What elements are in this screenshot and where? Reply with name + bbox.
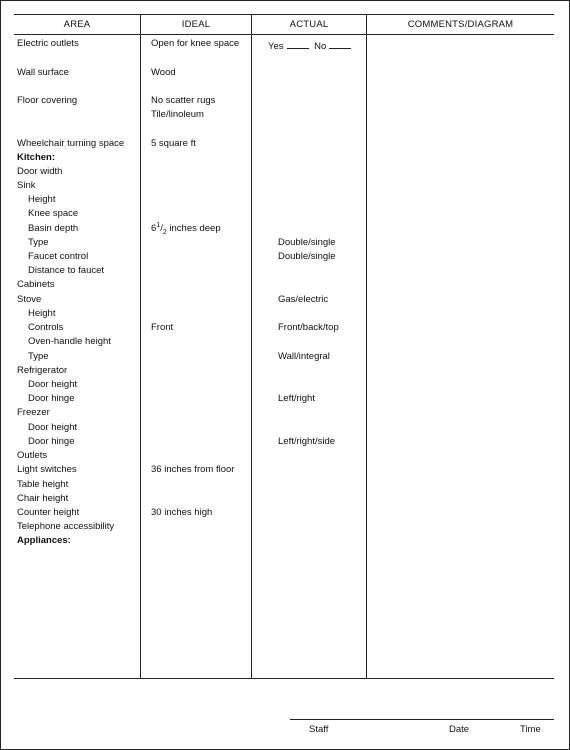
actual-refrigerator-door-hinge: Left/right	[278, 393, 315, 404]
area-freezer-door-hinge: Door hinge	[28, 436, 75, 447]
basin-depth-unit: inches deep	[166, 223, 221, 234]
area-cabinets: Cabinets	[17, 279, 55, 290]
header-actual: ACTUAL	[289, 19, 329, 30]
area-wheelchair-turning-space: Wheelchair turning space	[17, 138, 125, 149]
header-ideal: IDEAL	[181, 19, 211, 30]
actual-faucet-control: Double/single	[278, 251, 336, 262]
area-refrigerator-door-hinge: Door hinge	[28, 393, 75, 404]
area-freezer-door-height: Door height	[28, 422, 78, 433]
area-stove: Stove	[17, 294, 42, 305]
staff-label: Staff	[309, 724, 329, 735]
area-sink-distance-to-faucet: Distance to faucet	[28, 265, 105, 276]
column-divider-1	[140, 14, 141, 678]
area-stove-type: Type	[28, 351, 49, 362]
ideal-stove-controls: Front	[151, 322, 174, 333]
header-comments: COMMENTS/DIAGRAM	[407, 19, 514, 30]
area-sink-type: Type	[28, 237, 49, 248]
area-outlets: Outlets	[17, 450, 48, 461]
area-sink-basin-depth: Basin depth	[28, 223, 79, 234]
header-area: AREA	[63, 19, 91, 30]
actual-electric-outlets	[268, 40, 354, 53]
basin-depth-numerator: 1	[156, 221, 161, 229]
area-chair-height: Chair height	[17, 493, 69, 504]
yes-label: Yes	[268, 41, 284, 52]
area-stove-height: Height	[28, 308, 56, 319]
area-light-switches: Light switches	[17, 464, 77, 475]
area-sink-faucet-control: Faucet control	[28, 251, 89, 262]
column-divider-2	[251, 14, 252, 678]
ideal-wheelchair-turning-space: 5 square ft	[151, 138, 196, 149]
area-sink: Sink	[17, 180, 36, 191]
table-bottom-border	[14, 678, 554, 679]
no-blank[interactable]	[329, 40, 351, 49]
area-appliances-heading: Appliances:	[17, 535, 71, 546]
area-stove-controls: Controls	[28, 322, 64, 333]
ideal-wall-surface: Wood	[151, 67, 176, 78]
actual-stove: Gas/electric	[278, 294, 329, 305]
ideal-counter-height: 30 inches high	[151, 507, 213, 518]
time-label: Time	[520, 724, 541, 735]
ideal-electric-outlets: Open for knee space	[151, 38, 240, 49]
area-freezer: Freezer	[17, 407, 50, 418]
actual-stove-type: Wall/integral	[278, 351, 330, 362]
no-label: No	[314, 41, 327, 52]
basin-depth-denominator: 2	[162, 228, 167, 236]
signature-line	[290, 719, 554, 720]
basin-depth-whole: 6	[151, 223, 157, 234]
actual-sink-type: Double/single	[278, 237, 336, 248]
ideal-floor-covering: No scatter rugs	[151, 95, 216, 106]
actual-stove-controls: Front/back/top	[278, 322, 339, 333]
comments-diagram-area[interactable]	[367, 35, 554, 678]
ideal-basin-depth: $6^1/_2$ inches deep	[151, 221, 221, 236]
area-wall-surface: Wall surface	[17, 67, 69, 78]
date-label: Date	[449, 724, 470, 735]
ideal-floor-covering-2: Tile/linoleum	[151, 109, 204, 120]
area-refrigerator-door-height: Door height	[28, 379, 78, 390]
area-table-height: Table height	[17, 479, 69, 490]
ideal-light-switches: 36 inches from floor	[151, 464, 235, 475]
actual-freezer-door-hinge: Left/right/side	[278, 436, 336, 447]
area-sink-knee-space: Knee space	[28, 208, 79, 219]
table-top-border	[14, 14, 554, 15]
area-door-width: Door width	[17, 166, 63, 177]
area-telephone-accessibility: Telephone accessibility	[17, 521, 115, 532]
area-floor-covering: Floor covering	[17, 95, 78, 106]
area-stove-oven-handle-height: Oven-handle height	[28, 336, 111, 347]
area-kitchen-heading: Kitchen:	[17, 152, 55, 163]
area-counter-height: Counter height	[17, 507, 80, 518]
area-refrigerator: Refrigerator	[17, 365, 68, 376]
yes-blank[interactable]	[287, 40, 309, 49]
area-sink-height: Height	[28, 194, 56, 205]
area-electric-outlets: Electric outlets	[17, 38, 79, 49]
